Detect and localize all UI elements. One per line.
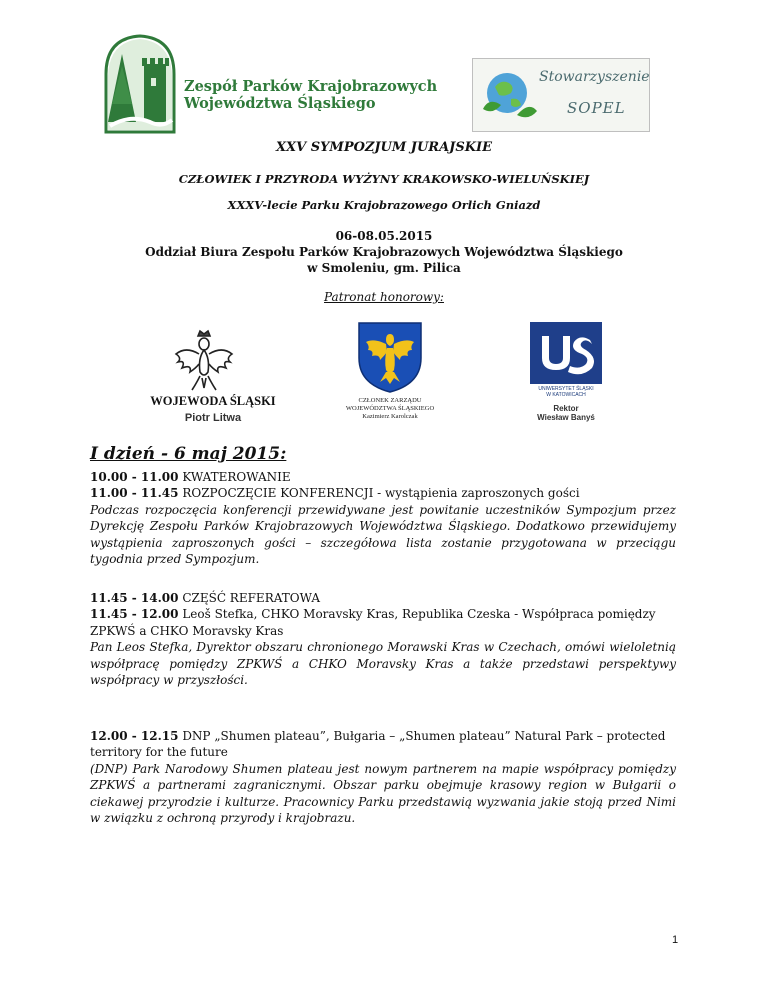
item-title: DNP „Shumen plateau”, Bułgaria – „Shumen plateau” Natural Park – protected territory for the future (90, 729, 666, 760)
symposium-theme: CZŁOWIEK I PRZYRODA WYŻYNY KRAKOWSKO-WIELUŃSKIEJ (178, 172, 590, 186)
program-block-papers (90, 590, 676, 688)
sopel-name-line2: SOPEL (567, 99, 626, 117)
day-heading: I dzień - 6 maj 2015: (90, 444, 287, 464)
university-line2: W KATOWICACH (546, 392, 586, 398)
polish-eagle-icon (172, 328, 236, 394)
university-line1: UNIWERSYTET ŚLĄSKI (538, 386, 594, 392)
venue-line2: w Smoleniu, gm. Pilica (307, 261, 461, 275)
university-name (520, 386, 612, 398)
org-name-line1: Zespół Parków Krajobrazowych (184, 78, 438, 95)
castle-forest-icon (100, 34, 180, 136)
program-block-shumen (90, 728, 676, 826)
program-item (90, 469, 676, 485)
patronage-label: Patronat honorowy: (324, 290, 444, 304)
item-title: KWATEROWANIE (178, 470, 291, 484)
item-title: Leoš Stefka, CHKO Moravsky Kras, Republika Czeska - Współpraca pomiędzy ZPKWŚ a CHKO Moravsky Kras (90, 607, 656, 638)
rektor-title: Rektor (553, 404, 579, 413)
symposium-dates: 06-08.05.2015 (335, 229, 433, 243)
item-time: 11.00 - 11.45 (90, 486, 179, 501)
wojewoda-name: Piotr Litwa (184, 412, 242, 424)
program-item (90, 606, 676, 639)
org-name-line2: Województwa Śląskiego (184, 95, 376, 112)
silesian-coat-of-arms-icon (356, 320, 424, 394)
program-item (90, 485, 676, 501)
rektor-block (520, 404, 612, 422)
czlonek-line2: WOJEWÓDZTWA ŚLĄSKIEGO (345, 405, 435, 412)
item-time: 11.45 - 14.00 (90, 591, 179, 605)
item-description: Pan Leos Stefka, Dyrektor obszaru chronionego Morawski Kras w Czechach, omówi wieloletnią współpracę pomiędzy ZPKWŚ a CHKO Moravsky Kras a także przedstawi perspektywy współpracy w przyszłości. (90, 640, 676, 688)
program-block-opening (90, 469, 676, 567)
czlonek-line1: CZŁONEK ZARZĄDU (358, 397, 422, 404)
program-item (90, 590, 676, 606)
item-description: (DNP) Park Narodowy Shumen plateau jest nowym partnerem na mapie współpracy pomiędzy ZPKWŚ a partnerami zagranicznymi. Obszar parku obejmuje krasowy region w Bułgarii o ciekawej przyrodzie i kulturze. Pracownicy Parku przedstawią wyzwania jakie stoją przed Nimi w związku z ochroną przyrody i krajobrazu. (90, 761, 676, 826)
wojewoda-block (138, 394, 288, 424)
dates-venue (0, 228, 768, 276)
venue-line1: Oddział Biura Zespołu Parków Krajobrazowych Województwa Śląskiego (145, 245, 623, 259)
sopel-name-line1: Stowarzyszenie (539, 69, 650, 85)
page-number: 1 (672, 934, 679, 946)
item-description: Podczas rozpoczęcia konferencji przewidywane jest powitanie uczestników Sympozjum przez Dyrekcję Zespołu Parków Krajobrazowych Województwa Śląskiego. Dodatkowo przewidujemy wystąpienia zaproszonych gości – szczegółowa lista zostanie przygotowana w przeciągu tygodnia przed Sympozjum. (90, 502, 676, 567)
czlonek-line3: Kazimierz Karolczak (362, 413, 418, 420)
item-time: 11.45 - 12.00 (90, 607, 179, 622)
item-title: CZĘŚĆ REFERATOWA (178, 591, 320, 605)
symposium-title: XXV SYMPOZJUM JURAJSKIE (275, 140, 493, 155)
zpk-logo (100, 34, 438, 136)
czlonek-zarzadu-block (326, 397, 454, 421)
item-time: 12.00 - 12.15 (90, 729, 179, 743)
anniversary-line: XXXV-lecie Parku Krajobrazowego Orlich Gniazd (227, 198, 541, 212)
program-item (90, 728, 676, 761)
rektor-name: Wiesław Banyś (537, 413, 595, 422)
wojewoda-title: WOJEWODA ŚLĄSKI (150, 394, 276, 408)
item-time: 10.00 - 11.00 (90, 470, 179, 484)
university-logo-icon (530, 322, 602, 392)
globe-leaves-icon (477, 61, 541, 129)
sopel-logo (472, 58, 650, 132)
item-title: ROZPOCZĘCIE KONFERENCJI - wystąpienia zaproszonych gości (178, 486, 580, 501)
